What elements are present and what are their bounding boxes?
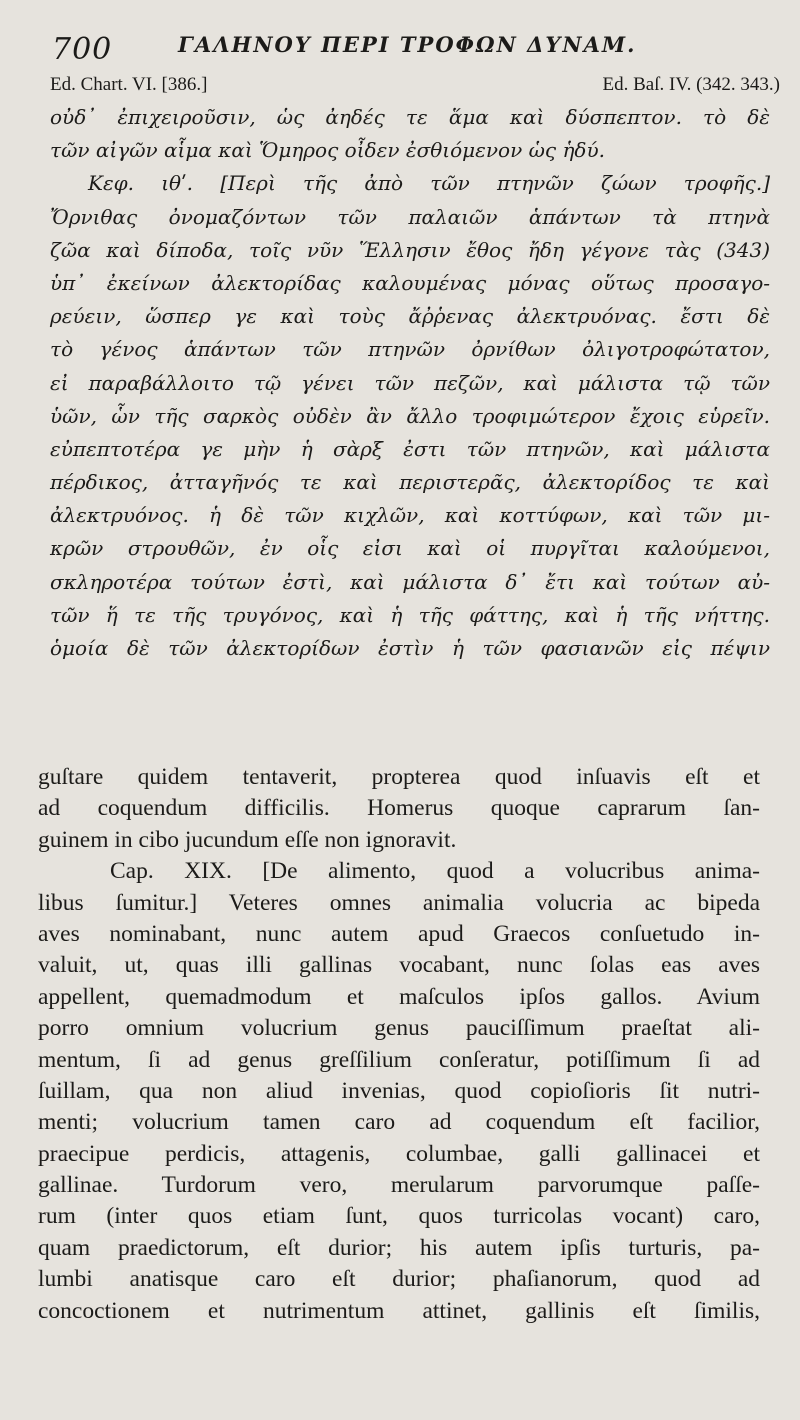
- greek-text-block: [50, 101, 770, 665]
- page-number: 700: [52, 32, 113, 67]
- greek-line: πέρδικος, ἀτταγῆνός τε καὶ περιστερᾶς, ἀλεκτορίδος τε καὶ: [50, 470, 770, 495]
- page-header: [0, 22, 800, 72]
- latin-line: guinem in cibo jucundum eſſe non ignoravit.: [38, 826, 457, 853]
- greek-line: ζῶα καὶ δίποδα, τοῖς νῦν Ἕλλησιν ἔθος ἤδη γέγονε τὰς (343): [50, 237, 770, 262]
- greek-line: κρῶν στρουθῶν, ἐν οἷς εἰσι καὶ οἱ πυργῖται καλούμενοι,: [50, 536, 770, 561]
- greek-line: τῶν ἥ τε τῆς τρυγόνος, καὶ ἡ τῆς φάττης, καὶ ἡ τῆς νήττης.: [50, 602, 770, 627]
- greek-line: εὐπεπτοτέρα γε μὴν ἡ σὰρξ ἐστι τῶν πτηνῶν, καὶ μάλιστα: [50, 436, 770, 461]
- latin-line: menti; volucrium tamen caro ad coquendum eſt facilior,: [38, 1109, 760, 1136]
- latin-line: aves nominabant, nunc autem apud Graecos conſuetudo in-: [38, 920, 760, 947]
- latin-line: rum (inter quos etiam ſunt, quos turricolas vocant) caro,: [38, 1203, 760, 1230]
- latin-chapter-heading: Cap. XIX. [De alimento, quod a volucribus anima-: [110, 858, 760, 885]
- greek-line: ὑπ᾽ ἐκείνων ἀλεκτορίδας καλουμένας μόνας οὕτως προσαγο-: [50, 270, 770, 295]
- latin-line: appellent, quemadmodum et maſculos ipſos gallos. Avium: [38, 983, 760, 1010]
- greek-line: ὁμοία δὲ τῶν ἀλεκτορίδων ἐστὶν ἡ τῶν φασιανῶν εἰς πέψιν: [50, 636, 770, 660]
- latin-line: valuit, ut, quas illi gallinas vocabant, nunc ſolas eas aves: [38, 952, 760, 979]
- edition-basel: Ed. Baſ. IV. (342. 343.): [602, 74, 780, 95]
- greek-line: σκληροτέρα τούτων ἐστὶ, καὶ μάλιστα δ᾽ ἔτι καὶ τούτων αὐ-: [50, 569, 770, 594]
- latin-line: ſuillam, qua non aliud invenias, quod copioſioris ſit nutri-: [38, 1077, 760, 1104]
- latin-line: praecipue perdicis, attagenis, columbae, galli gallinacei et: [38, 1140, 760, 1167]
- greek-line: Ὄρνιθας ὀνομαζόντων τῶν παλαιῶν ἁπάντων τὰ πτηνὰ: [50, 204, 770, 229]
- greek-line: ἀλεκτρυόνος. ἡ δὲ τῶν κιχλῶν, καὶ κοττύφων, καὶ τῶν μι-: [50, 503, 770, 528]
- edition-chartier: Ed. Chart. VI. [386.]: [50, 74, 208, 95]
- greek-line: τῶν αἰγῶν αἷμα καὶ Ὅμηρος οἶδεν ἐσθιόμενον ὡς ἡδύ.: [50, 138, 605, 163]
- latin-line: mentum, ſi ad genus greſſilium conſeratur, potiſſimum ſi ad: [38, 1046, 760, 1073]
- latin-line: lumbi anatisque caro eſt durior; phaſianorum, quod ad: [38, 1266, 760, 1293]
- greek-line: εἰ παραβάλλοιτο τῷ γένει τῶν πεζῶν, καὶ μάλιστα τῷ τῶν: [50, 370, 770, 395]
- greek-line: ὑῶν, ὧν τῆς σαρκὸς οὐδὲν ἂν ἄλλο τροφιμώτερον ἔχοις εὑρεῖν.: [50, 403, 770, 428]
- latin-line: libus ſumitur.] Veteres omnes animalia volucria ac bipeda: [38, 889, 760, 916]
- latin-line: porro omnium volucrium genus pauciſſimum praeſtat ali-: [38, 1015, 760, 1042]
- latin-line: guſtare quidem tentaverit, propterea quod inſuavis eſt et: [38, 764, 760, 790]
- running-title: ΓΑΛΗΝΟΥ ΠΕΡΙ ΤΡΟΦΩΝ ΔΥΝΑΜ.: [178, 32, 637, 57]
- latin-line: quam praedictorum, eſt durior; his autem ipſis turturis, pa-: [38, 1234, 760, 1261]
- edition-reference: [50, 74, 780, 104]
- greek-chapter-heading: Κεφ. ιθʹ. [Περὶ τῆς ἀπὸ τῶν πτηνῶν ζώων τροφῆς.]: [88, 171, 770, 196]
- latin-line: ad coquendum difficilis. Homerus quoque caprarum ſan-: [38, 795, 760, 822]
- latin-line: concoctionem et nutrimentum attinet, gallinis eſt ſimilis,: [38, 1297, 760, 1324]
- greek-line: οὐδ᾽ ἐπιχειροῦσιν, ὡς ἀηδές τε ἅμα καὶ δύσπεπτον. τὸ δὲ: [50, 105, 770, 129]
- greek-line: τὸ γένος ἁπάντων τῶν πτηνῶν ὀρνίθων ὀλιγοτροφώτατον,: [50, 337, 770, 362]
- latin-line: gallinae. Turdorum vero, merularum parvorumque paſſe-: [38, 1172, 760, 1199]
- latin-text-block: [38, 762, 760, 1327]
- greek-line: ρεύειν, ὥσπερ γε καὶ τοὺς ἄῤῥενας ἀλεκτρυόνας. ἔστι δὲ: [50, 304, 770, 329]
